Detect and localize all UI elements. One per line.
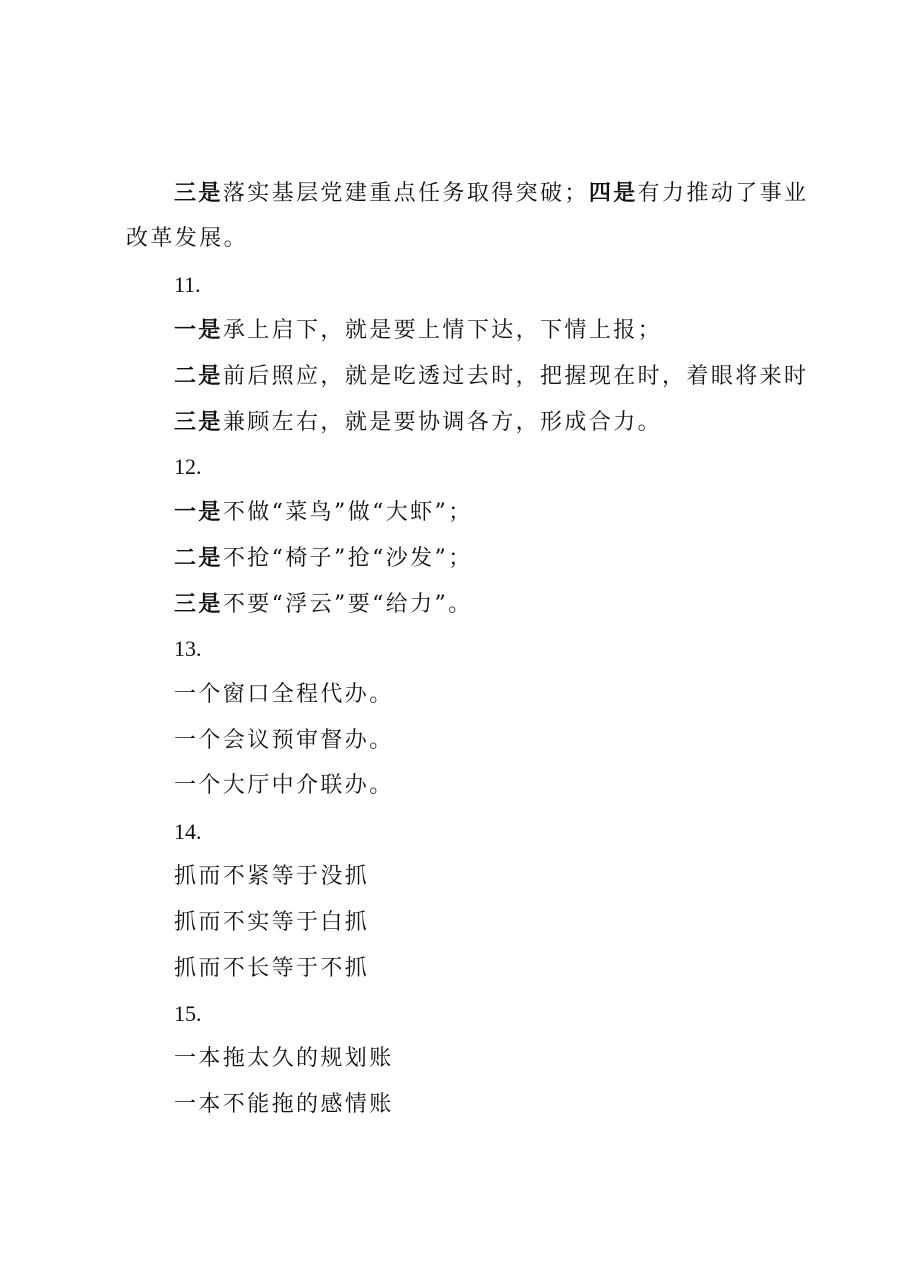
list-item: 一本拖太久的规划账 — [174, 1046, 394, 1071]
list-item — [174, 589, 473, 620]
point-text: 承上启下，就是要上情下达，下情上报； — [222, 318, 663, 343]
section-number: 12. — [174, 454, 202, 479]
point-label: 四是 — [588, 180, 638, 206]
paragraph-line — [126, 224, 248, 254]
point-text: 改革发展。 — [126, 226, 249, 251]
list-item: 一个窗口全程代办。 — [174, 682, 394, 707]
point-label: 三是 — [174, 409, 223, 435]
list-item: 一本不能拖的感情账 — [174, 1092, 394, 1117]
point-label: 三是 — [174, 180, 223, 206]
list-item: 抓而不长等于不抓 — [174, 956, 370, 981]
list-item: 一个会议预审督办。 — [174, 728, 394, 753]
point-label: 一是 — [174, 317, 223, 343]
point-text: 不做“菜鸟”做“大虾”； — [222, 500, 473, 525]
point-label: 三是 — [174, 591, 223, 617]
list-item — [174, 497, 473, 528]
paragraph-line — [174, 178, 808, 209]
list-item: 抓而不实等于白抓 — [174, 910, 370, 935]
point-text: 不要“浮云”要“给力”。 — [222, 592, 473, 617]
section-number: 15. — [174, 1001, 202, 1026]
section-number: 14. — [174, 819, 202, 844]
list-item — [174, 543, 473, 574]
section-number: 11. — [174, 272, 201, 297]
list-item — [174, 315, 662, 346]
point-label: 一是 — [174, 499, 223, 525]
point-text: 落实基层党建重点任务取得突破； — [222, 181, 589, 206]
list-item: 抓而不紧等于没抓 — [174, 864, 370, 889]
list-item — [174, 407, 662, 438]
list-item: 一个大厅中介联办。 — [174, 773, 394, 798]
point-text: 不抢“椅子”抢“沙发”； — [222, 546, 473, 571]
point-text: 兼顾左右，就是要协调各方，形成合力。 — [222, 410, 663, 435]
point-label: 二是 — [174, 545, 223, 571]
point-text: 有力推动了事业 — [637, 181, 809, 206]
list-item — [174, 361, 808, 392]
point-text: 前后照应，就是吃透过去时，把握现在时，着眼将来时 — [222, 364, 809, 389]
point-label: 二是 — [174, 363, 223, 389]
section-number: 13. — [174, 636, 202, 661]
